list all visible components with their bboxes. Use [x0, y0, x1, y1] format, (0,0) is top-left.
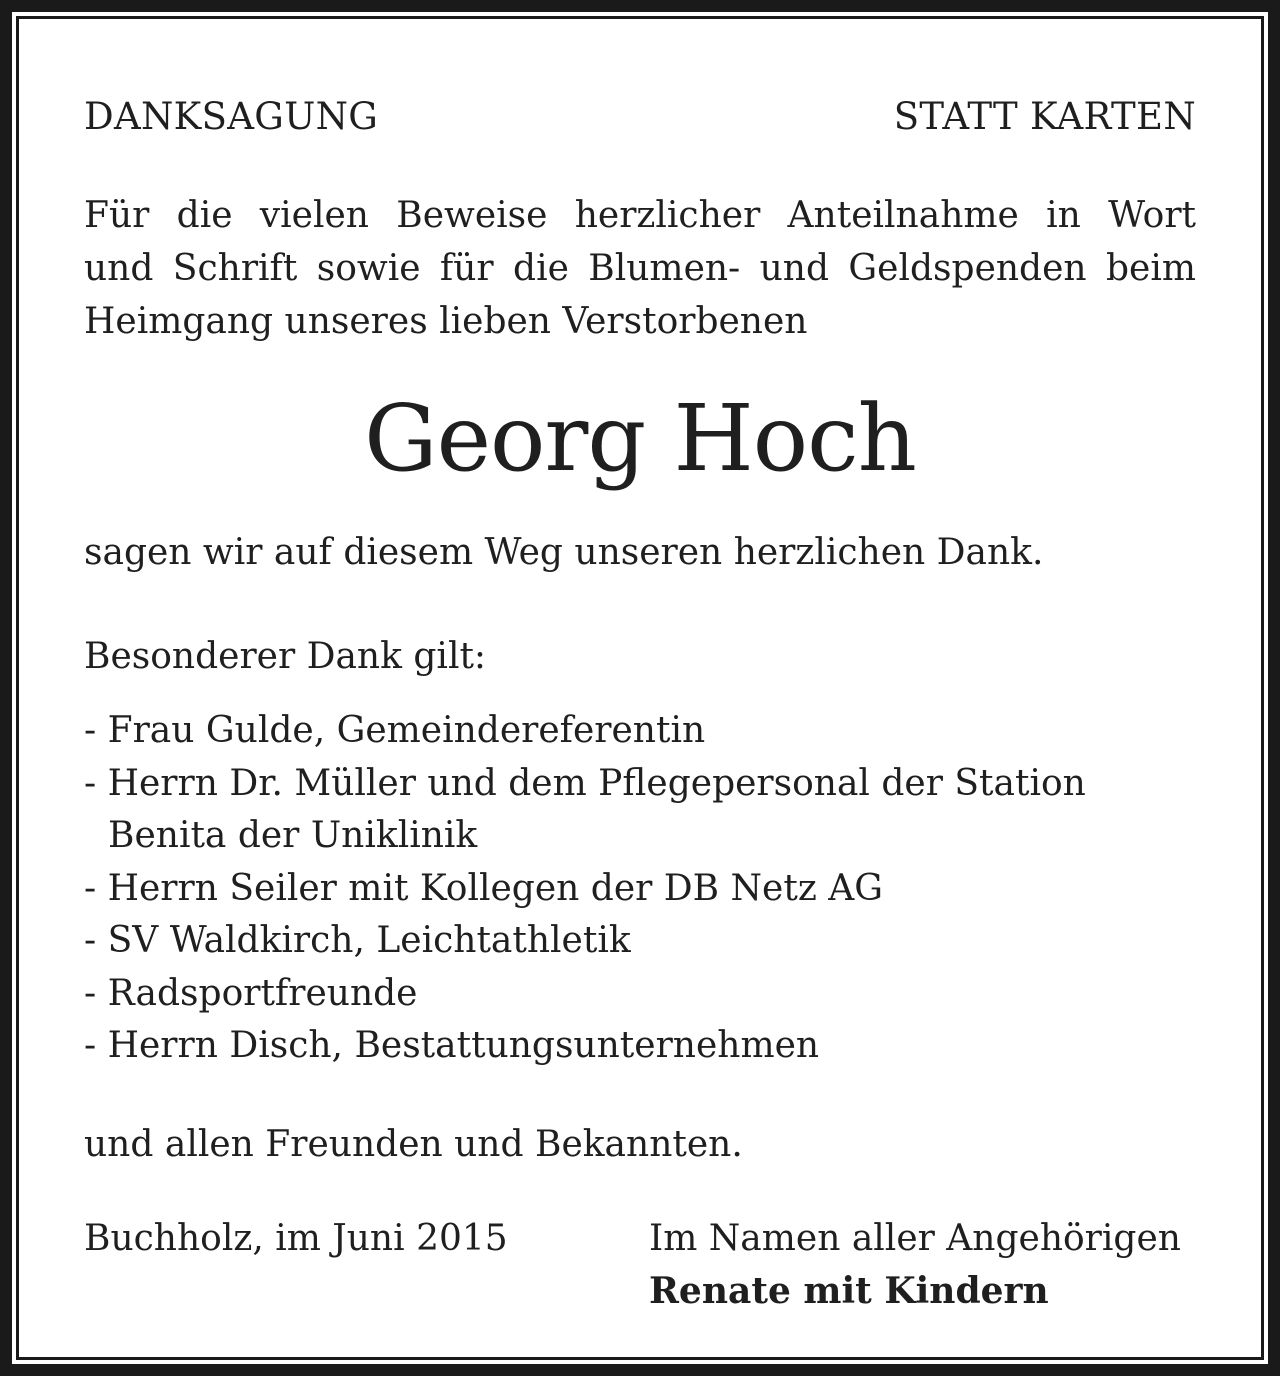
intro-line-2: und Schrift sowie für die Blumen- und Geldspenden beim — [84, 248, 1196, 289]
list-item: - Radsportfreunde — [84, 972, 418, 1014]
intro-line-1: Für die vielen Beweise herzlicher Anteilnahme in Wort — [84, 195, 1196, 236]
closing-line: und allen Freunden und Bekannten. — [84, 1124, 743, 1165]
on-behalf-line: Im Namen aller Angehörigen — [649, 1218, 1181, 1259]
list-item: - Frau Gulde, Gemeindereferentin — [84, 710, 706, 751]
list-item: - Herrn Seiler mit Kollegen der DB Netz AG — [84, 867, 883, 909]
special-thanks-list — [84, 705, 1148, 1073]
thanks-line: sagen wir auf diesem Weg unseren herzlichen Dank. — [84, 532, 1044, 573]
ad-border-gap — [12, 12, 1268, 1364]
special-thanks-heading: Besonderer Dank gilt: — [84, 636, 487, 677]
intro-line-3: Heimgang unseres lieben Verstorbenen — [84, 301, 808, 342]
list-item: - Herrn Dr. Müller und dem Pflegepersonal der Station Benita der Uniklinik — [84, 762, 1086, 856]
list-item: - SV Waldkirch, Leichtathletik — [84, 920, 631, 961]
signatories: Renate mit Kindern — [649, 1270, 1049, 1312]
obituary-thanks-notice — [19, 19, 1261, 1357]
place-date: Buchholz, im Juni 2015 — [84, 1218, 508, 1259]
list-item: - Herrn Disch, Bestattungsunternehmen — [84, 1025, 820, 1066]
deceased-name: Georg Hoch — [364, 385, 916, 492]
ad-border-inner — [16, 16, 1264, 1360]
header-statt-karten: STATT KARTEN — [893, 95, 1196, 138]
intro-paragraph — [84, 189, 1196, 348]
header-danksagung: DANKSAGUNG — [84, 95, 379, 138]
